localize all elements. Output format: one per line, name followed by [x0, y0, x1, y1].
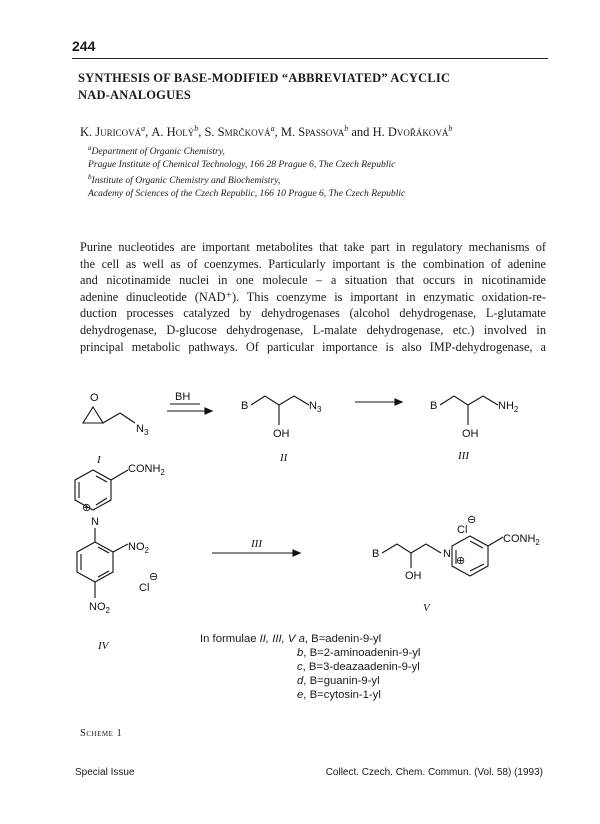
author-name: K. Juricová [80, 125, 142, 140]
compound-V [372, 514, 540, 614]
reagent-iii: III [251, 538, 262, 550]
title-line-2: NAD-ANALOGUES [78, 88, 192, 102]
author-affiliation-mark: b [448, 124, 453, 133]
base-b: B [430, 400, 438, 412]
azide-label: $N_3$ [309, 400, 322, 414]
arrow-iii [212, 538, 300, 556]
body-line: and nicotinamide nuclei in one molecule – a situation that occurs in nicotinamide [80, 273, 546, 288]
chloride-charge: ⊖ [467, 514, 477, 526]
amine-label: $NH_2$ [498, 400, 519, 414]
chloride-charge: ⊖ [149, 571, 159, 583]
affiliation-line: Academy of Sciences of the Czech Republic, 166 10 Prague 6, The Czech Republic [88, 188, 406, 200]
legend-entry: c, B=3-deazaadenin-9-yl [297, 661, 420, 673]
author-affiliation-mark: b [344, 124, 349, 133]
base-b: B [241, 400, 249, 412]
pyridinium-nitrogen: N [91, 516, 99, 528]
title-line-1: SYNTHESIS OF BASE-MODIFIED “ABBREVIATED” ACYCLIC [78, 71, 451, 85]
author-name: M. Spassova [280, 125, 345, 140]
legend-entry: In formulae II, III, V a, B=adenin-9-yl [200, 633, 382, 645]
pyridinium-nitrogen: N [443, 548, 451, 560]
arrow-2 [355, 399, 402, 405]
nitro-label-para: $NO_2$ [89, 601, 110, 615]
nitro-label-ortho: $NO_2$ [128, 541, 149, 555]
affiliation-line: Prague Institute of Chemical Technology, 166 28 Prague 6, The Czech Republic [88, 159, 396, 171]
header-rule [72, 58, 548, 59]
base-b: B [372, 548, 380, 560]
body-line: the cell as well as of coenzymes. Particularly important is the combination of adenine [80, 256, 546, 271]
compound-label-III: III [458, 450, 469, 462]
scheme-caption: Scheme 1 [80, 728, 123, 739]
body-line: Purine nucleotides are important metabolites that take part in regulatory mechanisms of [80, 240, 546, 254]
arrow-bh [167, 391, 212, 414]
legend-entry: e, B=cytosin-1-yl [297, 689, 381, 701]
affiliation-line: $^a$Department of Organic Chemistry, [88, 144, 225, 158]
azide-label: $N_3$ [136, 423, 149, 437]
body-line: duction processes catalyzed by dehydrogenases (alcohol dehydrogenase, L-glutamate [80, 306, 546, 321]
carboxamide-label: $CONH_2$ [503, 533, 540, 547]
page-number: 244 [72, 38, 96, 54]
body-line: dehydrogenase, D-glucose dehydrogenase, L-malate dehydrogenase, etc.) involved in [80, 322, 546, 337]
compound-I [83, 392, 149, 466]
chloride-label: Cl [139, 582, 150, 594]
chloride-label: Cl [457, 524, 468, 536]
compound-II [241, 396, 322, 464]
pyridinium-charge: ⊕ [82, 502, 92, 514]
compound-label-V: V [423, 602, 430, 614]
footer-special-issue: Special Issue [75, 767, 135, 778]
hydroxyl-label: OH [462, 428, 479, 440]
legend-entry: d, B=guanin-9-yl [297, 675, 380, 687]
compound-label-IV: IV [98, 640, 109, 652]
compound-label-II: II [280, 452, 288, 464]
author-name: S. Smrčková [204, 125, 271, 140]
footer-citation: Collect. Czech. Chem. Commun. (Vol. 58) (1993) [325, 767, 543, 778]
author-list: K. Juricová$^a$, A. Holý$^b$, S. Smrčková$^a$, M. Spassova$^b$ and H. Dvořáková$^b$ [80, 124, 453, 140]
body-line: principal metabolic pathways. Of particular importance is also IMP-dehydrogenase, a [80, 339, 546, 354]
author-affiliation-mark: a [270, 124, 275, 133]
article-title [78, 70, 548, 104]
hydroxyl-label: OH [405, 570, 422, 582]
author-name: H. Dvořáková [372, 125, 449, 140]
compound-label-I: I [97, 454, 101, 466]
affiliations [88, 142, 405, 200]
body-text [80, 239, 546, 355]
reagent-bh: BH [175, 391, 191, 403]
scheme-legend [200, 632, 420, 702]
body-line: adenine dinucleotide (NAD⁺). This coenzyme is important in enzymatic oxidation-re- [80, 289, 546, 304]
legend-entry: b, B=2-aminoadenin-9-yl [297, 647, 421, 659]
author-affiliation-mark: a [141, 124, 146, 133]
compound-IV [75, 463, 165, 652]
author-name: A. Holý [151, 125, 195, 140]
hydroxyl-label: OH [273, 428, 290, 440]
pyridinium-charge: ⊕ [456, 555, 466, 567]
compound-III [430, 396, 519, 462]
author-affiliation-mark: b [194, 124, 199, 133]
affiliation-line: $^b$Institute of Organic Chemistry and Biochemistry, [88, 173, 281, 187]
carboxamide-label: $CONH_2$ [128, 463, 165, 477]
epoxide-oxygen: O [90, 392, 99, 404]
